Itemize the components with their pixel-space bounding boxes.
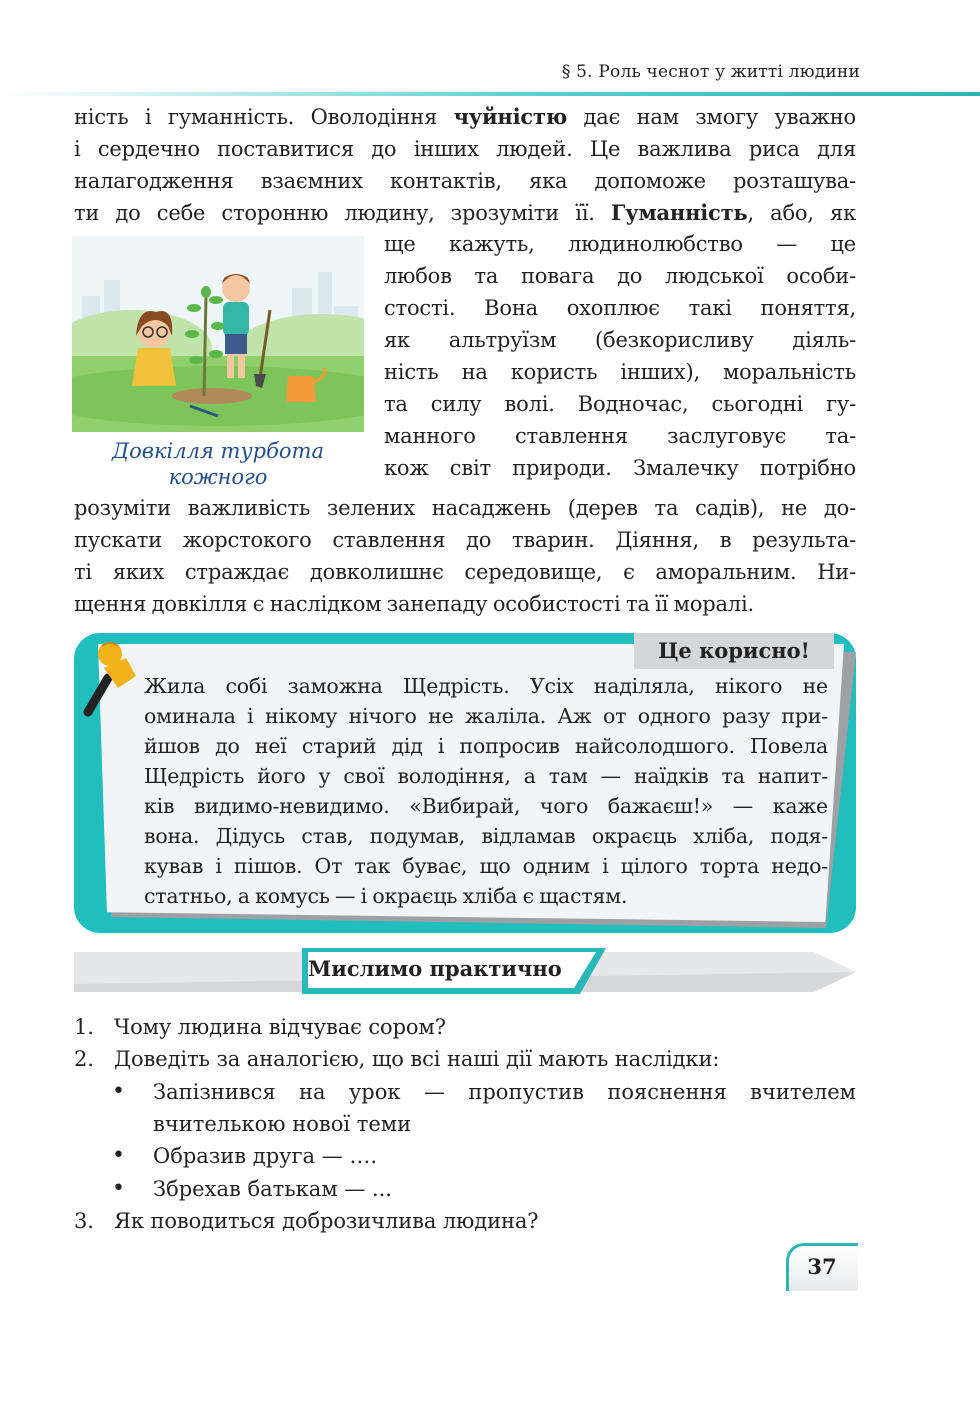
text-line: пускати жорстокого ставлення до тварин. Діяння, в результа- [74,528,856,552]
text-line: ти до себе сторонню людину, зрозуміти її. Гуманність, або, як [74,200,856,225]
running-header: § 5. Роль чеснот у житті людини [561,62,860,82]
text-line: ність на користь інших), моральність [384,360,856,384]
figure-caption: Довкілля турбота кожного [112,439,324,489]
text-line: ті яких страждає довколишнє середовище, є аморальним. Ни- [74,560,856,584]
text-line: і сердечно поставитися до інших людей. Це важлива риса для [74,137,856,161]
text-line: ще кажуть, людинолюбство — це [384,232,856,256]
practice-heading: Мислимо практично [308,956,562,981]
text-line: щення довкілля є наслідком занепаду особистості та її моралі. [74,592,754,616]
bullet-item-continuation: вчителькою нової теми [153,1112,412,1136]
microphone-icon [74,638,144,718]
text-line: налагодження взаємних контактів, яка допоможе розташува- [74,169,856,193]
tip-text-line: йшов до неї старий дід і попросив найсолодшого. Повела [144,734,828,758]
children-planting-tree-illustration [72,236,364,432]
tip-text-line: кував і пішов. От так буває, що одним і цілого торта недо- [144,854,828,878]
question-item: 3. Як поводиться доброзичлива людина? [74,1209,539,1233]
tip-text-line: статньо, а комусь — і окраєць хліба є щастям. [144,884,628,908]
tip-text-line: оминала і нікому нічого не жаліла. Аж от одного разу при- [144,704,828,728]
text-line: та силу волі. Водночас, сьогодні гу- [384,392,856,416]
bullet-item: • Образив друга — …. [112,1143,378,1168]
text-line: розуміти важливість зелених насаджень (дерев та садів), не до- [74,496,856,520]
text-line: манного ставлення заслуговує та- [384,424,856,448]
tip-box-label: Це корисно! [634,633,834,669]
text-line: стості. Вона охоплює такі поняття, [384,296,856,320]
text-line: кож світ природи. Змалечку потрібно [384,456,856,480]
bullet-item: • Збрехав батькам — ... [112,1176,393,1201]
tip-text-line: Щедрість його у свої володіння, а там — наїдків та напит- [144,764,828,788]
bullet-item: • Запізнився на урок — пропустив пояснення вчителем [112,1079,856,1104]
question-item: 2. Доведіть за аналогією, що всі наші дії мають наслідки: [74,1047,720,1071]
text-line: як альтруїзм (безкорисливу діяль- [384,328,856,352]
tip-text-line: ків видимо-невидимо. «Вибирай, чого бажаєш!» — каже [144,794,828,818]
question-item: 1. Чому людина відчуває сором? [74,1015,446,1039]
tip-text-line: вона. Дідусь став, подумав, відламав окраєць хліба, подя- [144,824,828,848]
header-rule [0,92,980,96]
page-number: 37 [807,1254,837,1279]
text-line: любов та повага до людської особи- [384,264,856,288]
text-line: ність і гуманність. Оволодіння чуйністю дає нам змогу уважно [74,104,856,129]
tip-text-line: Жила собі заможна Щедрість. Усіх наділяла, нікого не [144,674,828,698]
